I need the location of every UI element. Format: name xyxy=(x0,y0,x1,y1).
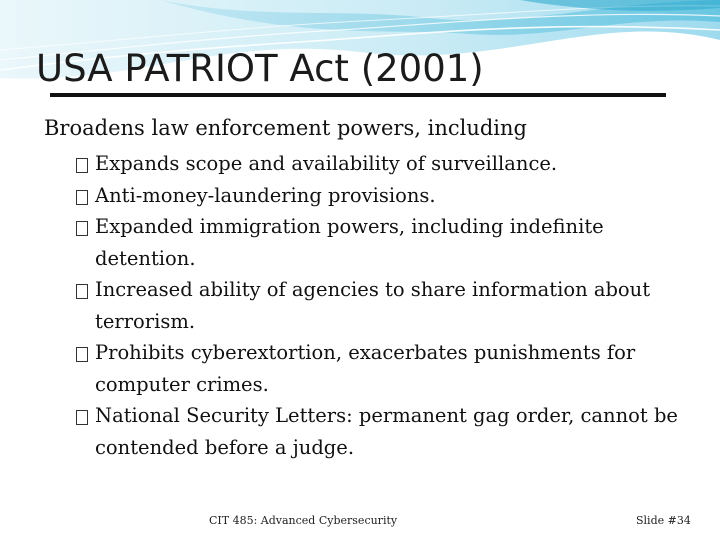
bullet-item xyxy=(76,180,686,212)
bullet-item xyxy=(76,337,686,400)
title-underline xyxy=(50,93,666,97)
bullet-text: National Security Letters: permanent gag order, cannot be contended before a judge. xyxy=(95,404,678,459)
bullet-text: Expanded immigration powers, including indefinite detention. xyxy=(95,215,604,270)
bullet-item xyxy=(76,211,686,274)
bullet-text: Anti-money-laundering provisions. xyxy=(95,183,436,207)
bullet-item xyxy=(76,148,686,180)
bullet-text: Prohibits cyberextortion, exacerbates punishments for computer crimes. xyxy=(95,341,636,396)
bullet-list xyxy=(76,148,686,463)
bullet-text: Increased ability of agencies to share information about terrorism. xyxy=(95,278,651,333)
bullet-item xyxy=(76,274,686,337)
intro-line: Broadens law enforcement powers, including xyxy=(44,116,527,140)
checkbox-bullet-icon xyxy=(76,284,88,299)
checkbox-bullet-icon xyxy=(76,347,88,362)
checkbox-bullet-icon xyxy=(76,410,88,425)
slide-title: USA PATRIOT Act (2001) xyxy=(36,47,484,90)
footer-course: CIT 485: Advanced Cybersecurity xyxy=(209,514,398,527)
footer-slide-number: Slide #34 xyxy=(636,514,691,527)
bullet-item xyxy=(76,400,686,463)
checkbox-bullet-icon xyxy=(76,190,88,205)
checkbox-bullet-icon xyxy=(76,158,88,173)
bullet-text: Expands scope and availability of surveillance. xyxy=(95,152,558,175)
checkbox-bullet-icon xyxy=(76,221,88,236)
